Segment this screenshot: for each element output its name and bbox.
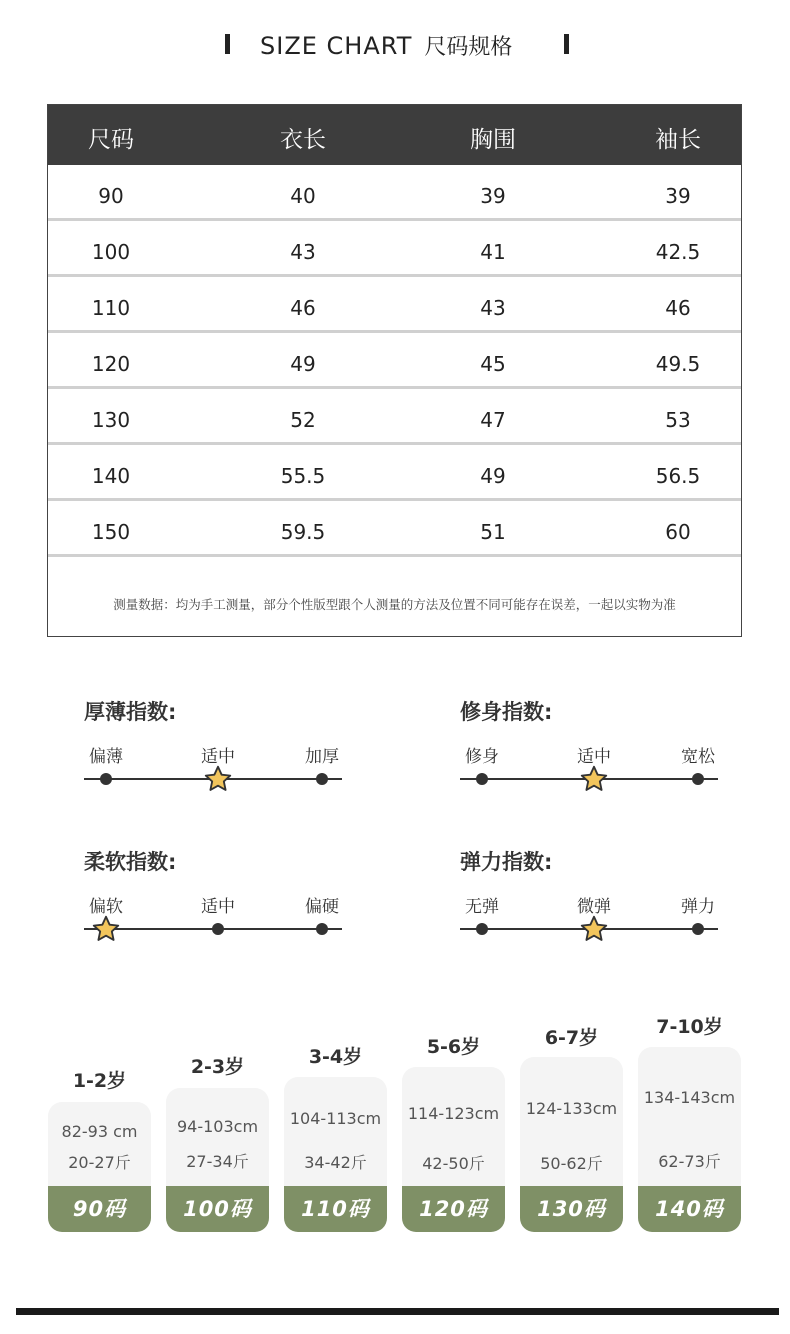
height-range: 124-133cm: [525, 1099, 618, 1118]
cell-chest: 47: [480, 408, 506, 432]
height-range: 82-93 cm: [61, 1122, 138, 1141]
cell-size: 110: [91, 296, 131, 320]
header-chest: 胸围: [470, 127, 516, 153]
scale-option: 偏软: [89, 897, 123, 917]
cell-chest: 39: [480, 184, 506, 208]
cell-sleeve: 56.5: [655, 464, 701, 488]
table-header: [48, 105, 741, 165]
cell-length: 40: [290, 184, 316, 208]
scale-option: 弹力: [681, 897, 715, 917]
cell-length: 59.5: [280, 520, 326, 544]
scale-option: 适中: [201, 897, 235, 917]
cell-length: 49: [290, 352, 316, 376]
selected-star-icon: [204, 765, 232, 793]
cell-sleeve: 53: [665, 408, 691, 432]
weight-range: 27-34斤: [186, 1152, 249, 1171]
cell-chest: 45: [480, 352, 506, 376]
header-size: 尺码: [88, 127, 134, 153]
size-card-140: [638, 1047, 741, 1232]
size-badge: 140码: [638, 1186, 741, 1232]
scale-option: 适中: [201, 747, 235, 767]
scale-dot: [100, 773, 112, 785]
cell-sleeve: 46: [665, 296, 691, 320]
header-sleeve: 袖长: [655, 127, 701, 153]
size-badge: 90码: [48, 1186, 151, 1232]
size-card-130: [520, 1057, 623, 1232]
cell-sleeve: 39: [665, 184, 691, 208]
scale-dot: [316, 923, 328, 935]
table-row: [48, 389, 741, 445]
cell-chest: 49: [480, 464, 506, 488]
scale-dot: [476, 923, 488, 935]
size-badge: 100码: [166, 1186, 269, 1232]
scale-dot: [316, 773, 328, 785]
selected-star-icon: [92, 915, 120, 943]
scale-thickness: [84, 696, 344, 796]
age-label: 6-7岁: [544, 1027, 599, 1049]
scale-option: 宽松: [681, 747, 715, 767]
scale-option: 微弹: [577, 897, 611, 917]
measurement-note: 测量数据：均为手工测量，部分个性版型跟个人测量的方法及位置不同可能存在误差，一起以实物为准: [113, 597, 676, 612]
table-row: [48, 277, 741, 333]
weight-range: 20-27斤: [68, 1153, 131, 1172]
scale-elasticity: [460, 846, 720, 946]
cell-chest: 43: [480, 296, 506, 320]
weight-range: 42-50斤: [422, 1154, 485, 1173]
title-cn: 尺码规格: [424, 35, 513, 60]
scale-label: 柔软指数:: [84, 850, 177, 874]
height-range: 134-143cm: [643, 1088, 736, 1107]
weight-range: 62-73斤: [658, 1152, 721, 1171]
age-label: 5-6岁: [426, 1036, 481, 1058]
size-card-120: [402, 1067, 505, 1232]
table-row: [48, 221, 741, 277]
title-text: [260, 30, 512, 61]
table-row: [48, 501, 741, 557]
cell-sleeve: 60: [665, 520, 691, 544]
cell-sleeve: 49.5: [655, 352, 701, 376]
scale-label: 弹力指数:: [460, 850, 553, 874]
scale-label: 厚薄指数:: [84, 700, 177, 724]
selected-star-icon: [580, 915, 608, 943]
scale-label: 修身指数:: [460, 700, 553, 724]
header-length: 衣长: [280, 127, 326, 153]
weight-range: 50-62斤: [540, 1154, 603, 1173]
scale-softness: [84, 846, 344, 946]
size-table: [47, 104, 742, 637]
cell-length: 46: [290, 296, 316, 320]
cell-size: 90: [98, 184, 124, 208]
cell-chest: 41: [480, 240, 506, 264]
size-badge: 130码: [520, 1186, 623, 1232]
table-row: [48, 333, 741, 389]
selected-star-icon: [580, 765, 608, 793]
height-range: 104-113cm: [289, 1109, 382, 1128]
height-range: 114-123cm: [407, 1104, 500, 1123]
scale-option: 加厚: [305, 747, 339, 767]
cell-length: 43: [290, 240, 316, 264]
cell-size: 150: [91, 520, 131, 544]
size-card-100: [166, 1088, 269, 1232]
bottom-divider: [16, 1308, 779, 1315]
size-card-110: [284, 1077, 387, 1232]
title-bar-right: [564, 34, 569, 54]
age-label: 2-3岁: [190, 1056, 245, 1078]
cell-size: 130: [91, 408, 131, 432]
size-badge: 110码: [284, 1186, 387, 1232]
scale-option: 修身: [465, 747, 499, 767]
scale-fit: [460, 696, 720, 796]
weight-range: 34-42斤: [304, 1153, 367, 1172]
cell-sleeve: 42.5: [655, 240, 701, 264]
scale-dot: [476, 773, 488, 785]
age-label: 1-2岁: [72, 1070, 127, 1092]
cell-length: 55.5: [280, 464, 326, 488]
table-row: [48, 165, 741, 221]
height-range: 94-103cm: [176, 1117, 259, 1136]
cell-length: 52: [290, 408, 316, 432]
size-chart-title: [0, 30, 790, 62]
title-bar-left: [225, 34, 230, 54]
table-row: [48, 445, 741, 501]
cell-chest: 51: [480, 520, 506, 544]
scale-option: 偏硬: [305, 897, 339, 917]
cell-size: 100: [91, 240, 131, 264]
age-label: 3-4岁: [308, 1046, 363, 1068]
scale-dot: [212, 923, 224, 935]
scale-option: 适中: [577, 747, 611, 767]
scale-dot: [692, 773, 704, 785]
cell-size: 120: [91, 352, 131, 376]
age-label: 7-10岁: [656, 1016, 723, 1038]
cell-size: 140: [91, 464, 131, 488]
scale-option: 偏薄: [89, 747, 123, 767]
scale-dot: [692, 923, 704, 935]
size-card-90: [48, 1102, 151, 1232]
size-badge: 120码: [402, 1186, 505, 1232]
scale-option: 无弹: [465, 897, 499, 917]
title-en: SIZE CHART: [260, 32, 413, 60]
